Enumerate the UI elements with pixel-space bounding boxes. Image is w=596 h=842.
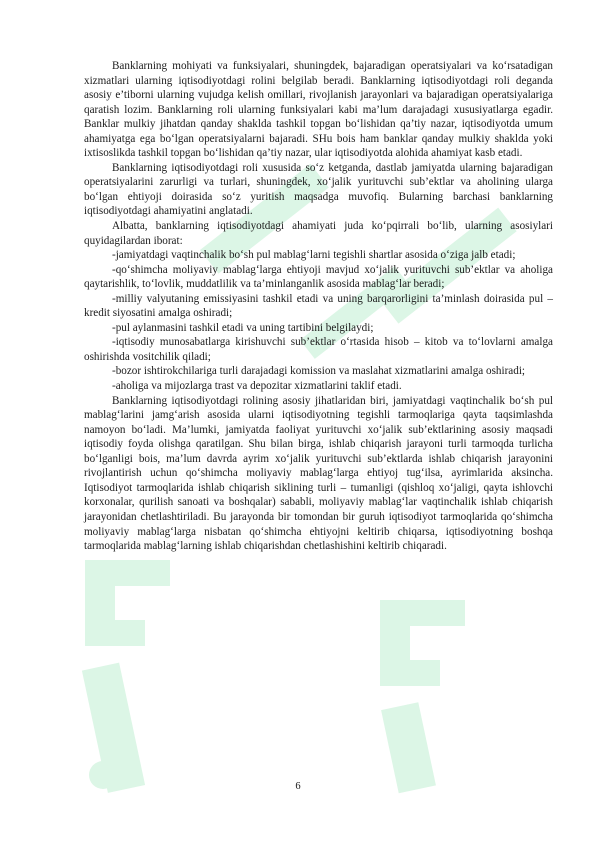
list-item: -bozor ishtirokchilariga turli darajadagi komission va maslahat xizmatlarini amalga oshiradi; xyxy=(112,365,526,378)
body-text xyxy=(84,59,553,554)
page-number: 6 xyxy=(295,781,301,792)
list-item: -qo‘shimcha moliyaviy mablag‘larga ehtiyoji mavjud xo‘jalik yurituvchi sub’ektlar va aholiga qaytarishlik, to‘lovlik, muddatlilik va ta’minlanganlik asosida mablag‘lar beradi; xyxy=(84,263,553,291)
list-item: -jamiyatdagi vaqtinchalik bo‘sh pul mablag‘larni tegishli shartlar asosida o‘ziga jalb etadi; xyxy=(112,249,516,262)
list-item: -milliy valyutaning emissiyasini tashkil etadi va uning barqarorligini ta’minlash doirasida pul – kredit siyosatini amalga oshiradi; xyxy=(84,292,553,320)
paragraph-final: Banklarning iqtisodiyotdagi rolining asosiy jihatlaridan biri, jamiyatdagi vaqtinchalik bo‘sh pul mablag‘larini jamg‘arish asosida ularni iqtisodiyotning tegishli tarmoqlariga qayta taqsimlashda namoyon bo‘ladi. Ma’lumki, jamiyatda faoliyat yurituvchi xo‘jalik sub’ektlarining asosiy maqsadi iqtisodiy foyda olishga qaratilgan. Shu bilan birga, ishlab chiqarish jarayoni turli tarmoqda turlicha bo‘lganligi bois, ma’lum davrda ayrim xo‘jalik yurituvchi sub’ektlarda ishlab chiqarish jarayonini rivojlantirish uchun qo‘shimcha moliyaviy mablag‘larga ehtiyoj tug‘ilsa, ayrimlarida aksincha. Iqtisodiyot tarmoqlarida ishlab chiqarish siklining turli – tumanligi (qishloq xo‘jaligi, qayta ishlovchi korxonalar, qurilish sanoati va boshqalar) sababli, moliyaviy mablag‘lar vaqtinchalik ishlab chiqarish jarayonidan chetlashtiriladi. Bu jarayonda bir tomondan bir guruh iqtisodiyot tarmoqlarida qo‘shimcha moliyaviy mablag‘larga nisbatan qo‘shimcha ehtiyojni keltirib chiqarsa, iqtisodiyotning boshqa tarmoqlarida mablag‘larning ishlab chiqarishdan chetlashishini keltirib chiqaradi. xyxy=(84,394,553,553)
paragraph-2: Banklarning iqtisodiyotdagi roli xususida so‘z ketganda, dastlab jamiyatda ularning bajaradigan operatsiyalarini zarurligi va turlari, shuningdek, xo‘jalik yurituvchi sub’ektlar va aholining ularga bo‘lgan ehtiyoji doirasida so‘z yuritish maqsadga muvofiq. Bularning barchasi banklarning iqtisodiyotdagi ahamiyatini anglatadi. xyxy=(84,161,553,218)
list-item: -pul aylanmasini tashkil etadi va uning tartibini belgilaydi; xyxy=(112,321,374,334)
paragraph-1: Banklarning mohiyati va funksiyalari, shuningdek, bajaradigan operatsiyalari va ko‘rsatadigan xizmatlari ularning iqtisodiyotdagi rolini belgilab beradi. Banklarning iqtisodiyotdagi roli deganda asosiy e’tiborni ularning vujudga kelish omillari, rivojlanish jarayonlari va bajaradigan operatsiyalariga qaratish lozim. Banklarning roli ularning funksiyalari kabi ma’lum darajadagi xususiyatlarga egadir. Banklar mulkiy jihatdan qanday shaklda tashkil topgan bo‘lishidan qa’tiy nazar, iqtisodiyotda umum ahamiyatga ega bo‘lgan operatsiyalarni bajaradi. SHu bois ham banklar qanday mulkiy shaklda yoki ixtisoslikda tashkil topgan bo‘lishidan qa’tiy nazar, ular iqtisodiyotda alohida ahamiyat kasb etadi. xyxy=(84,60,553,160)
list-item: -aholiga va mijozlarga trast va depozitar xizmatlarini taklif etadi. xyxy=(112,380,402,393)
list-item: -iqtisodiy munosabatlarga kirishuvchi sub’ektlar o‘rtasida hisob – kitob va to‘lovlarni amalga oshirishda vositchilik qiladi; xyxy=(84,336,553,363)
paragraph-3: Albatta, banklarning iqtisodiyotdagi ahamiyati juda ko‘pqirrali bo‘lib, ularning asosiylari quyidagilardan iborat: xyxy=(84,220,553,247)
